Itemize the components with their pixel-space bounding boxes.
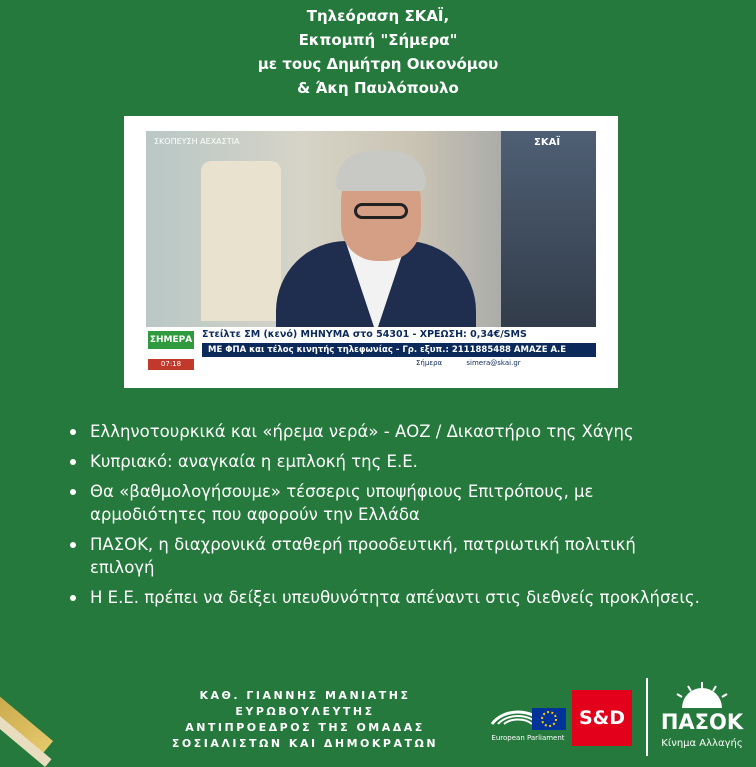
ticker-time: 07:18 <box>148 359 194 370</box>
bullet-icon <box>70 542 76 548</box>
title-line-4: & Άκη Παυλόπουλο <box>297 79 459 97</box>
post-title <box>0 4 756 100</box>
list-item-text: Κυπριακό: αναγκαία η εμπλοκή της Ε.Ε. <box>90 452 418 471</box>
title-line-2: Εκπομπή "Σήμερα" <box>298 31 458 49</box>
logo-divider <box>646 678 648 756</box>
ticker-line-2: ΜΕ ΦΠΑ και τέλος κινητής τηλεφωνίας - Γρ. εξυπ.: 2111885488 ΑΜΑΖΕ Α.Ε <box>202 343 596 357</box>
glasses-icon <box>354 203 408 219</box>
pasok-tagline: Κίνημα Αλλαγής <box>661 738 743 749</box>
pasok-name: ΠΑΣΟΚ <box>660 710 744 734</box>
facebook-handle: Σήμερα <box>416 359 443 367</box>
list-item-text: ΠΑΣΟΚ, η διαχρονικά σταθερή προοδευτική, πατριωτική πολιτική επιλογή <box>90 535 636 577</box>
author-group-name: ΣΟΣΙΑΛΙΣΤΩΝ ΚΑΙ ΔΗΜΟΚΡΑΤΩΝ <box>171 737 439 750</box>
author-signature <box>140 688 470 752</box>
channel-badge: ΣΚΟΠΕΥΣΗ ΑΕΧΑΣΤΙΑ <box>154 137 240 146</box>
tv-screenshot-frame <box>124 116 618 388</box>
list-item-text: Η Ε.Ε. πρέπει να δείξει υπευθυνότητα απέναντι στις διεθνείς προκλήσεις. <box>90 588 700 607</box>
list-item <box>64 420 704 443</box>
topics-list <box>64 420 704 616</box>
list-item-text: Ελληνοτουρκικά και «ήρεμα νερά» - ΑΟΖ / Δικαστήριο της Χάγης <box>90 422 634 441</box>
list-item <box>64 586 704 609</box>
list-item <box>64 450 704 473</box>
list-item-text: Θα «βαθμολογήσουμε» τέσσερις υποψήφιους Επιτρόπους, με αρμοδιότητες που αφορούν την Ελλάδα <box>90 482 594 524</box>
list-item <box>64 533 704 579</box>
european-parliament-label: European Parliament <box>491 734 565 742</box>
news-ticker <box>146 327 596 373</box>
author-group-role: ΑΝΤΙΠΡΟΕΔΡΟΣ ΤΗΣ ΟΜΑΔΑΣ <box>185 721 425 734</box>
ticker-social <box>416 359 543 367</box>
european-parliament-icon <box>486 690 570 734</box>
speaker-hair <box>336 151 426 191</box>
show-logo: ΣΗΜΕΡΑ <box>148 331 194 349</box>
channel-logo: ΣΚΑΪ <box>534 137 561 148</box>
sun-icon <box>652 680 752 710</box>
sd-logo: S&D <box>572 690 632 746</box>
author-role: ΕΥΡΩΒΟΥΛΕΥΤΗΣ <box>235 705 375 718</box>
white-tower-background <box>201 161 281 321</box>
title-line-3: με τους Δημήτρη Οικονόμου <box>257 55 499 73</box>
pasok-logo <box>652 680 752 756</box>
bullet-icon <box>70 489 76 495</box>
title-line-1: Τηλεόραση ΣΚΑΪ, <box>306 7 450 25</box>
bullet-icon <box>70 429 76 435</box>
bullet-icon <box>70 595 76 601</box>
ticker-line-1: Στείλτε ΣΜ (κενό) ΜΗΝΥΜΑ στο 54301 - ΧΡΕΩΣΗ: 0,34€/SMS <box>202 329 527 340</box>
email-handle: simera@skai.gr <box>466 359 521 367</box>
list-item <box>64 480 704 526</box>
tv-screenshot <box>146 131 596 373</box>
author-name: ΚΑΘ. ΓΙΑΝΝΗΣ ΜΑΝΙΑΤΗΣ <box>199 689 411 702</box>
bullet-icon <box>70 459 76 465</box>
